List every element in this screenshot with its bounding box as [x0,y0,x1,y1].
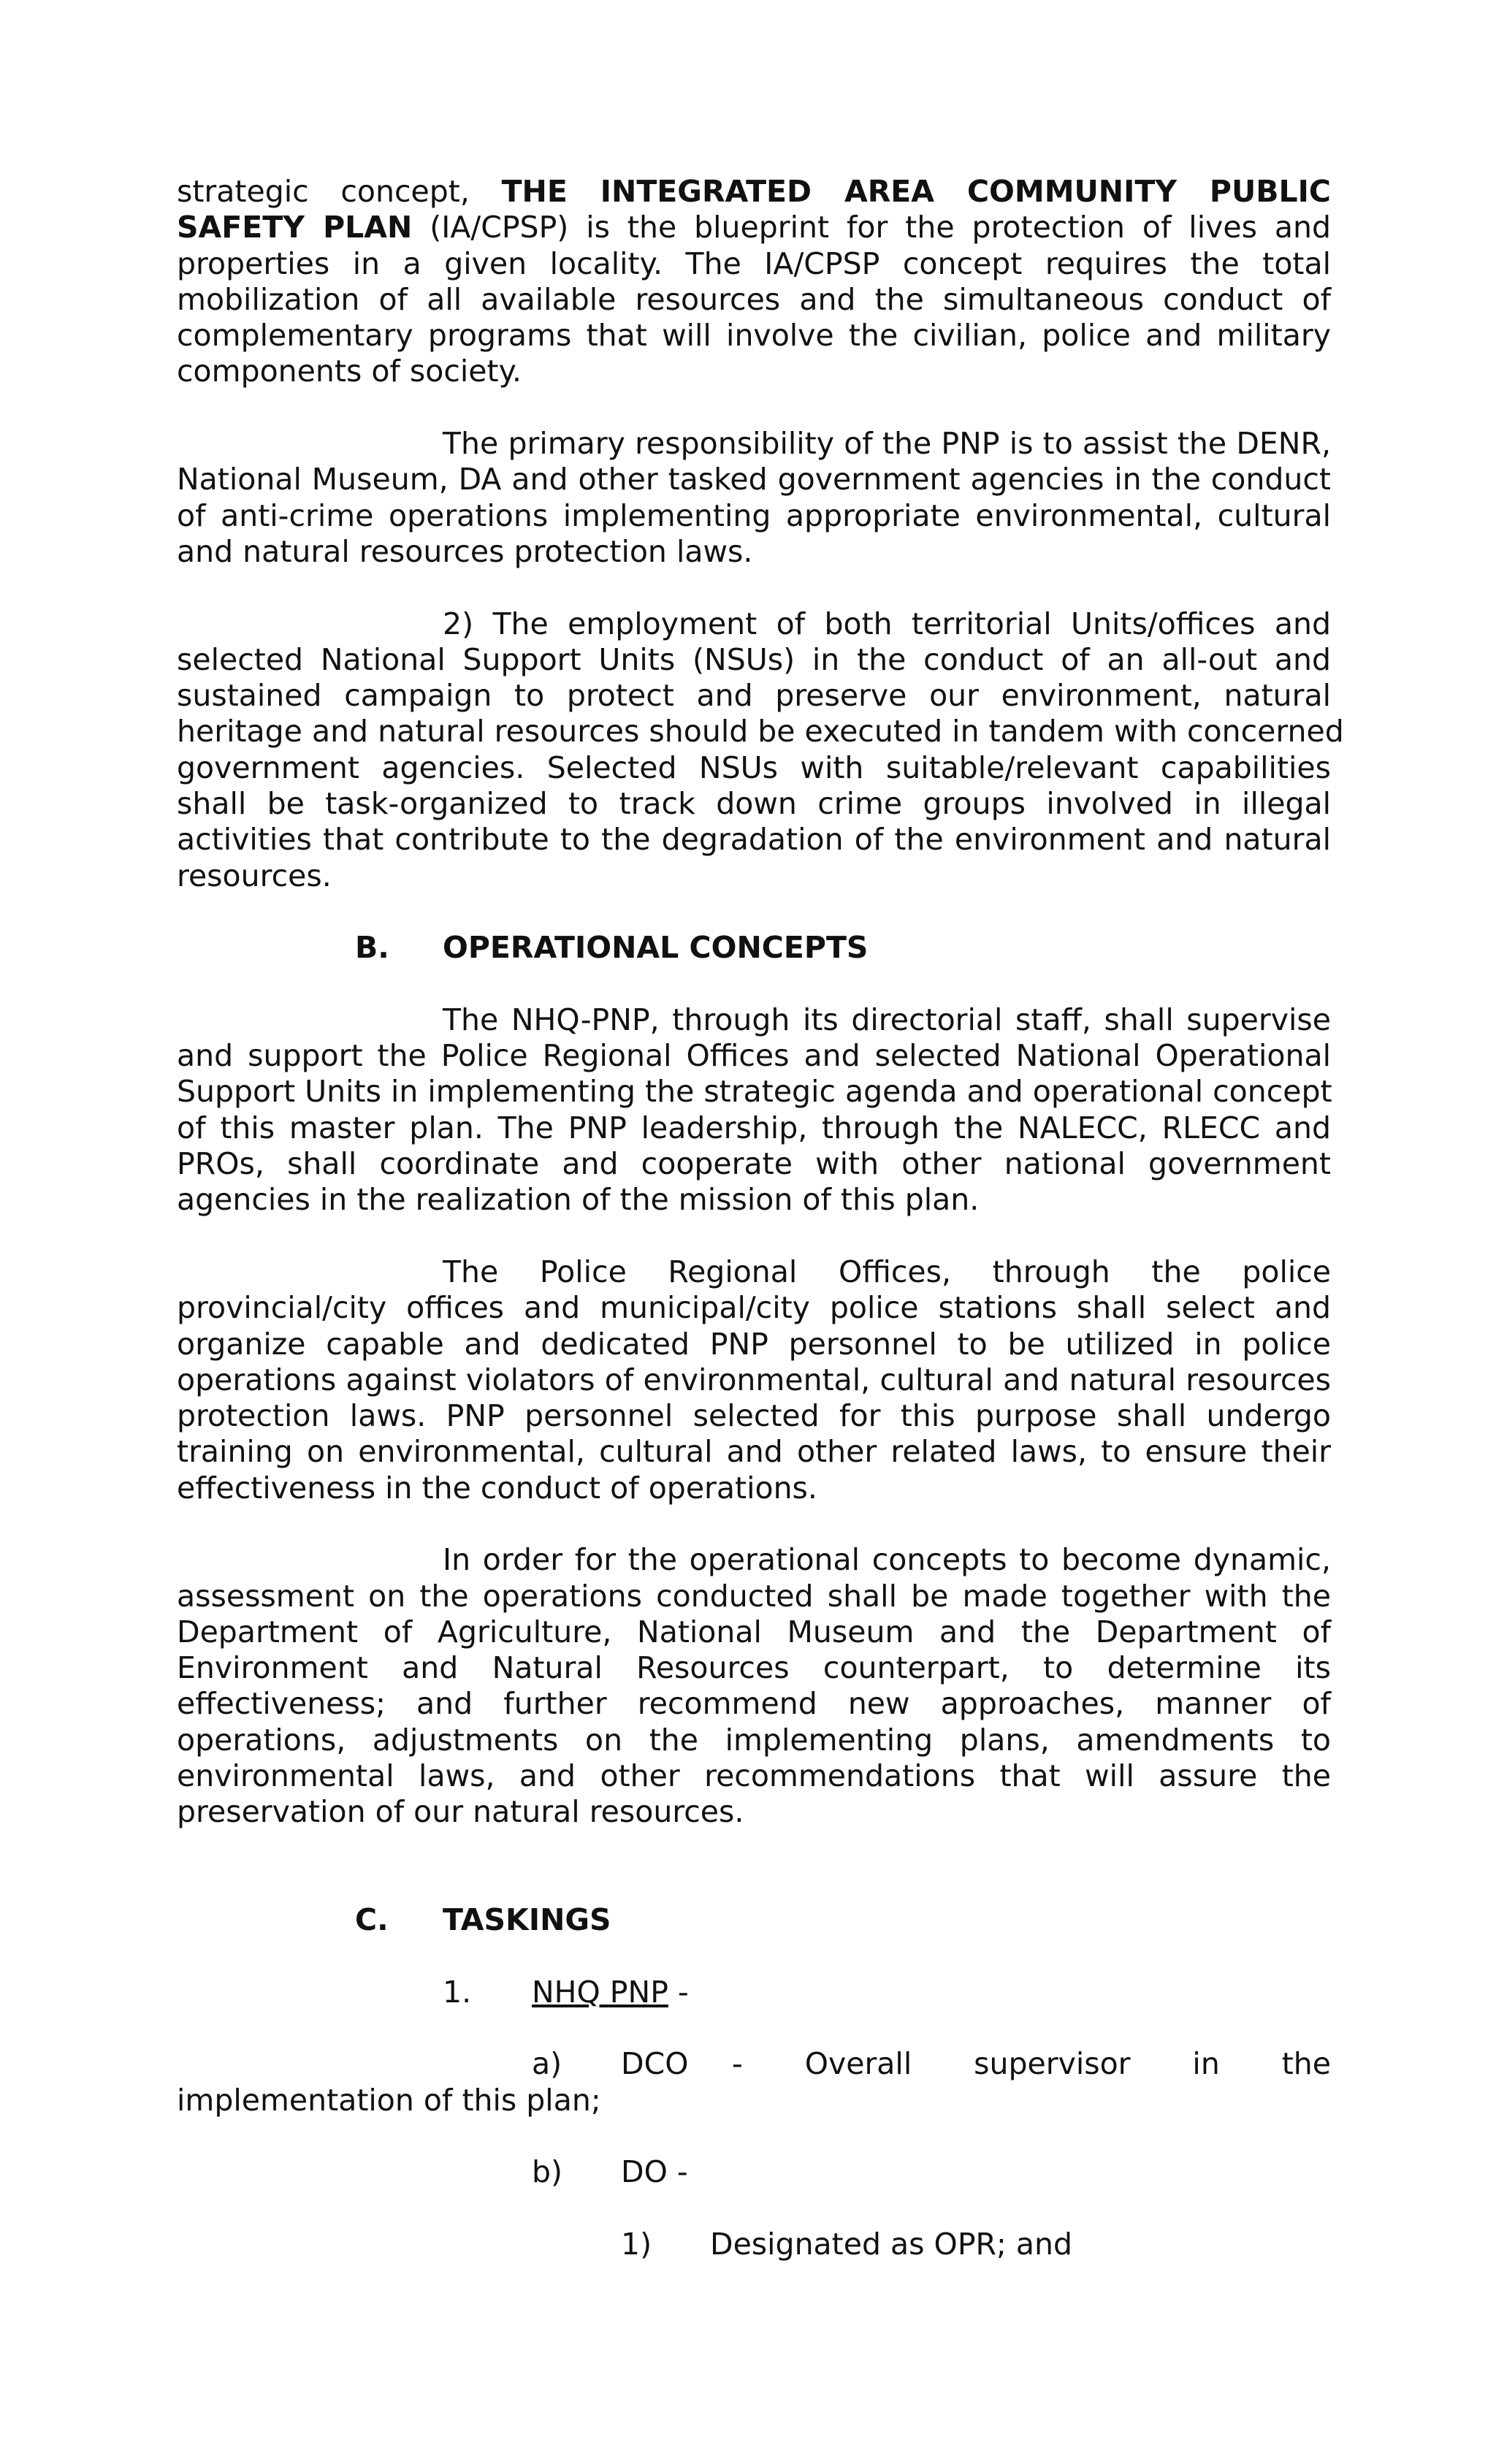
sub-list-item-1 [177,2227,1331,2262]
section-letter: C. [355,1902,389,1938]
text-line: of this master plan. The PNP leadership, through the NALECC, RLECC and [177,1110,1331,1145]
text-line: Support Units in implementing the strategic agenda and operational concept [177,1074,1332,1110]
office-code: DO - [621,2154,688,2190]
text-line: protection laws. PNP personnel selected for this purpose shall undergo [177,1398,1331,1434]
text-line: properties in a given locality. The IA/CPSP concept requires the total [177,245,1331,281]
section-heading-b [177,930,1331,966]
section-title: TASKINGS [443,1902,611,1938]
paragraph-regional-offices [177,1254,1331,1506]
text-line: components of society. [177,354,522,389]
text-line: government agencies. Selected NSUs with suitable/relevant capabilities [177,750,1331,785]
text-line: effectiveness in the conduct of operations. [177,1470,817,1506]
section-title: OPERATIONAL CONCEPTS [443,930,869,966]
paragraph-nhq-pnp [177,1002,1331,1218]
paragraph-pnp-responsibility [177,426,1331,570]
tasking-item-1 [177,1975,1331,2010]
list-number: 1. [443,1974,472,2010]
section-letter: B. [355,930,389,966]
text-line: PROs, shall coordinate and cooperate with other national government [177,1146,1331,1182]
section-heading-c [177,1902,1331,1938]
paragraph-employment-units [177,606,1344,894]
text-line: shall be task-organized to track down crime groups involved in illegal [177,786,1331,822]
text-line: environmental laws, and other recommendations that will assure the [177,1758,1331,1794]
text-line: agencies in the realization of the mission of this plan. [177,1182,980,1218]
list-item-a [177,2046,1331,2082]
text-span: (IA/CPSP) is the blueprint for the protection of lives and [412,210,1331,245]
text-line: complementary programs that will involve the civilian, police and military [177,318,1331,354]
text-line: Environment and Natural Resources counterpart, to determine its [177,1650,1331,1686]
paragraph-assessment [177,1542,1331,1830]
text-line: organize capable and dedicated PNP personnel to be utilized in police [177,1326,1331,1362]
text-line: 2) The employment of both territorial Units/offices and [443,606,1331,641]
text-line: The Police Regional Offices, through the police [443,1254,1331,1289]
list-label: b) [532,2154,563,2190]
document-page [177,174,1344,2262]
text-line: operations against violators of environmental, cultural and natural resources [177,1362,1331,1397]
dash: - [668,1974,689,2010]
text-line [177,174,1331,210]
bold-text: SAFETY PLAN [177,210,413,245]
list-label: a) [532,2046,562,2082]
text-line: effectiveness; and further recommend new approaches, manner of [177,1686,1331,1722]
text-line: sustained campaign to protect and preserve our environment, natural [177,678,1331,714]
item-text: - Overall supervisor in the [732,2046,1331,2082]
text-line: preservation of our natural resources. [177,1794,744,1830]
list-label: 1) [621,2226,652,2262]
text-span: strategic concept, [177,174,470,209]
text-line: mobilization of all available resources and the simultaneous conduct of [177,281,1331,317]
office-code: DCO [621,2046,689,2082]
text-line: and support the Police Regional Offices and selected National Operational [177,1038,1331,1074]
text-line: of anti-crime operations implementing appropriate environmental, cultural [177,497,1331,533]
item-text: Designated as OPR; and [710,2226,1073,2262]
paragraph-ia-cpsp [177,174,1331,390]
text-line: implementation of this plan; [177,2082,601,2118]
text-line: assessment on the operations conducted shall be made together with the [177,1578,1331,1614]
text-line: selected National Support Units (NSUs) in the conduct of an all-out and [177,641,1331,677]
text-line: Department of Agriculture, National Museum and the Department of [177,1614,1331,1649]
underlined-unit: NHQ PNP [532,1974,668,2010]
text-line: National Museum, DA and other tasked government agencies in the conduct [177,462,1331,497]
text-line: heritage and natural resources should be executed in tandem with concerned [177,714,1344,750]
bold-text: THE INTEGRATED AREA COMMUNITY PUBLIC [501,174,1331,209]
text-line: training on environmental, cultural and other related laws, to ensure their [177,1434,1331,1470]
text-line: resources. [177,858,332,893]
text-line: provincial/city offices and municipal/city police stations shall select and [177,1290,1331,1326]
tasking-unit [532,1975,689,2010]
text-line: activities that contribute to the degradation of the environment and natural [177,822,1331,858]
text-line: The NHQ-PNP, through its directorial staff, shall supervise [443,1002,1331,1037]
text-line: operations, adjustments on the implementing plans, amendments to [177,1722,1331,1758]
text-line [177,210,1331,245]
text-line: In order for the operational concepts to become dynamic, [443,1542,1331,1578]
text-line: and natural resources protection laws. [177,533,753,569]
text-line: The primary responsibility of the PNP is to assist the DENR, [443,426,1331,462]
list-item-b [177,2154,1331,2190]
